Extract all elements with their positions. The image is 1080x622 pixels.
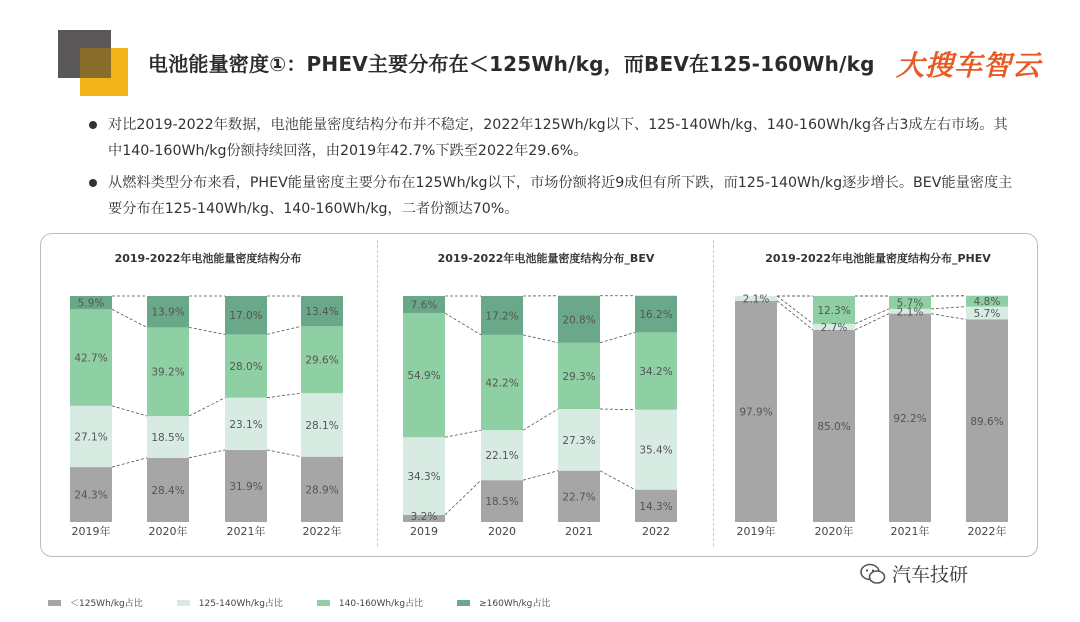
- data-label: 28.1%: [305, 419, 339, 432]
- connector-line: [112, 458, 147, 467]
- x-tick-label: 2020年: [814, 525, 854, 538]
- data-label: 18.5%: [151, 431, 185, 444]
- connector-line: [777, 301, 813, 330]
- data-label: 34.2%: [639, 366, 673, 379]
- data-label: 28.4%: [151, 484, 185, 497]
- data-label: 12.3%: [817, 304, 851, 317]
- legend-swatch: [48, 600, 61, 606]
- bullet-text: 从燃料类型分布来看，PHEV能量密度主要分布在125Wh/kg以下，市场份额将近9成但有所下跌，而125-140Wh/kg逐步增长。BEV能量密度主要分布在125-140Wh/kg、140-160Wh/kg，二者份额达70%。: [108, 175, 1013, 217]
- data-label: 39.2%: [151, 366, 185, 379]
- x-tick-label: 2019年: [71, 525, 111, 538]
- x-tick-label: 2022: [642, 525, 670, 538]
- bullet-text: 对比2019-2022年数据，电池能量密度结构分布并不稳定，2022年125Wh/kg以下、125-140Wh/kg、140-160Wh/kg各占3成左右市场。其中140-160Wh/kg份额持续回落，由2019年42.7%下跌至2022年29.6%。: [108, 117, 1008, 159]
- data-label: 28.9%: [305, 484, 339, 497]
- legend-label: ≥160Wh/kg占比: [479, 599, 551, 609]
- x-tick-label: 2019: [410, 525, 438, 538]
- data-label: 3.2%: [410, 511, 438, 523]
- legend-label: 140-160Wh/kg占比: [338, 599, 424, 609]
- data-label: 17.2%: [485, 310, 519, 323]
- wechat-watermark: [860, 560, 968, 587]
- data-label: 35.4%: [639, 444, 673, 457]
- x-tick-label: 2020: [488, 525, 516, 538]
- data-label: 22.7%: [562, 491, 596, 504]
- connector-line: [600, 332, 635, 342]
- wechat-icon: [860, 563, 886, 585]
- connector-line: [189, 398, 225, 416]
- x-tick-label: 2019年: [736, 525, 776, 538]
- connector-line: [445, 480, 481, 515]
- connector-line: [445, 430, 481, 437]
- x-tick-label: 2020年: [148, 525, 188, 538]
- data-label: 5.7%: [973, 308, 1001, 321]
- data-label: 24.3%: [74, 489, 108, 502]
- data-label: 5.7%: [896, 297, 924, 310]
- data-label: 16.2%: [639, 309, 673, 322]
- connector-line: [189, 450, 225, 458]
- data-label: 4.8%: [973, 296, 1001, 309]
- legend-item: [48, 596, 143, 609]
- legend-swatch: [317, 600, 330, 606]
- data-label: 14.3%: [639, 500, 673, 513]
- brand-logo: 大搜车智云: [896, 49, 1042, 82]
- watermark-text: 汽车技研: [892, 564, 969, 586]
- data-label: 7.6%: [410, 299, 438, 312]
- data-label: 27.1%: [74, 431, 108, 444]
- data-label: 13.4%: [305, 306, 339, 319]
- data-label: 97.9%: [739, 406, 773, 419]
- data-label: 13.9%: [151, 306, 185, 319]
- data-label: 92.2%: [893, 412, 927, 425]
- connector-line: [600, 471, 635, 490]
- x-tick-label: 2021: [565, 525, 593, 538]
- chart-title: 2019-2022年电池能量密度结构分布_PHEV: [765, 252, 991, 265]
- data-label: 5.9%: [77, 297, 105, 310]
- chart-title: 2019-2022年电池能量密度结构分布: [114, 252, 302, 265]
- data-label: 31.9%: [229, 480, 263, 493]
- connector-line: [777, 296, 813, 324]
- data-label: 2.1%: [742, 293, 770, 306]
- chart-title: 2019-2022年电池能量密度结构分布_BEV: [437, 252, 655, 265]
- data-label: 18.5%: [485, 496, 519, 509]
- connector-line: [445, 313, 481, 335]
- connector-line: [189, 327, 225, 334]
- data-label: 42.2%: [485, 377, 519, 390]
- data-label: 29.6%: [305, 354, 339, 367]
- connector-line: [600, 409, 635, 410]
- data-label: 29.3%: [562, 370, 596, 383]
- data-label: 22.1%: [485, 450, 519, 463]
- legend-item: [177, 596, 283, 609]
- connector-line: [112, 406, 147, 416]
- data-label: 23.1%: [229, 418, 263, 431]
- x-tick-label: 2021年: [226, 525, 266, 538]
- legend-swatch: [457, 600, 470, 606]
- chart-legend: [48, 596, 550, 609]
- data-label: 17.0%: [229, 310, 263, 323]
- data-label: 20.8%: [562, 314, 596, 327]
- connector-line: [267, 450, 301, 457]
- data-label: 2.7%: [820, 321, 848, 334]
- connector-line: [523, 335, 558, 343]
- data-label: 54.9%: [407, 370, 441, 383]
- data-label: 28.0%: [229, 361, 263, 374]
- x-tick-label: 2022年: [302, 525, 342, 538]
- x-tick-label: 2021年: [890, 525, 930, 538]
- page-title: 电池能量密度①：PHEV主要分布在＜125Wh/kg，而BEV在125-160Wh/kg: [148, 52, 875, 76]
- legend-label: 125-140Wh/kg占比: [198, 599, 283, 609]
- connector-line: [931, 307, 966, 309]
- legend-swatch: [177, 600, 190, 606]
- data-label: 42.7%: [74, 352, 108, 365]
- connector-line: [112, 309, 147, 327]
- data-label: 89.6%: [970, 415, 1004, 428]
- data-label: 27.3%: [562, 434, 596, 447]
- x-tick-label: 2022年: [967, 525, 1007, 538]
- data-label: 2.1%: [896, 306, 924, 319]
- connector-line: [267, 393, 301, 398]
- connector-line: [931, 314, 966, 320]
- data-label: 34.3%: [407, 471, 441, 484]
- data-label: 85.0%: [817, 420, 851, 433]
- connector-line: [523, 471, 558, 480]
- connector-line: [267, 326, 301, 334]
- legend-item: [457, 596, 550, 609]
- legend-label: ＜125Wh/kg占比: [70, 599, 143, 609]
- legend-item: [317, 596, 423, 609]
- connector-line: [523, 409, 558, 430]
